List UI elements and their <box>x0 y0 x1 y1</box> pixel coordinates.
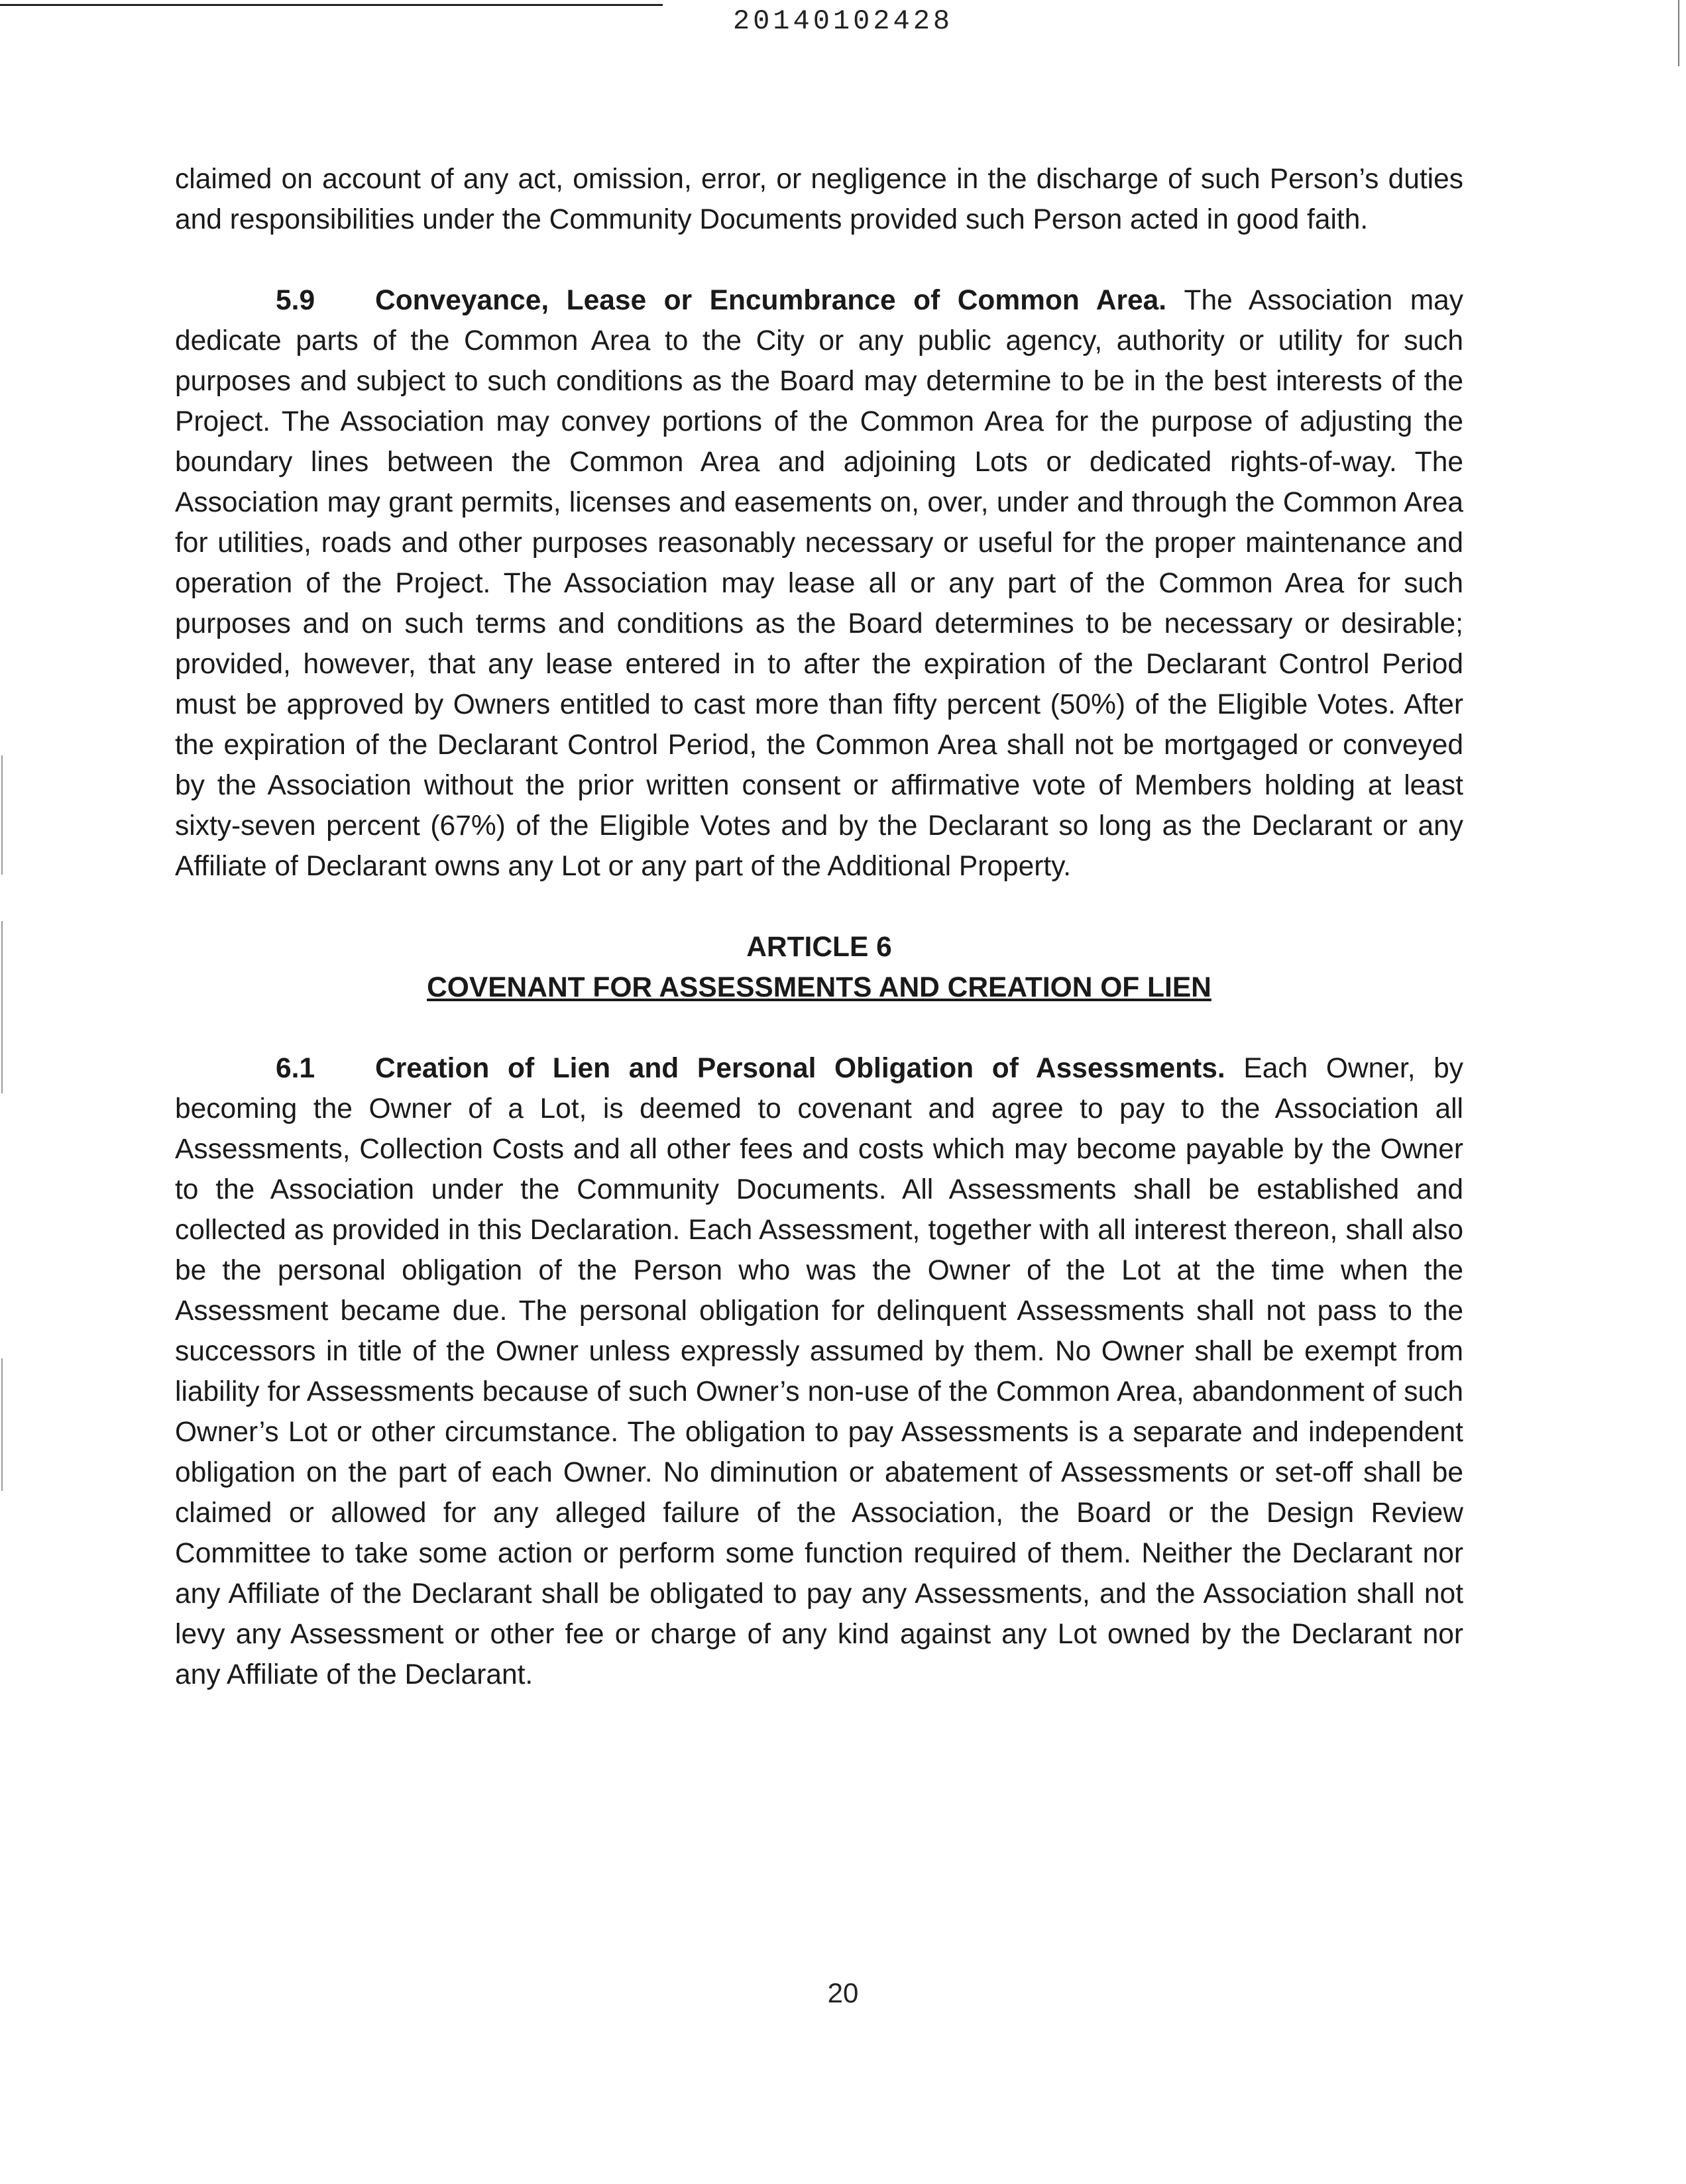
section-body: The Association may dedicate parts of the Common Area to the City or any public agency, authority or utility for such purposes and subject to such conditions as the Board may determine to be in the best interests of the Project. The Association may convey portions of the Common Area for the purpose of adjusting the boundary lines between the Common Area and adjoining Lots or dedicated rights-of-way. The Association may grant permits, licenses and easements on, over, under and through the Common Area for utilities, roads and other purposes reasonably necessary or useful for the proper maintenance and operation of the Project. The Association may lease all or any part of the Common Area for such purposes and on such terms and conditions as the Board determines to be necessary or desirable; provided, however, that any lease entered in to after the expiration of the Declarant Control Period must be approved by Owners entitled to cast more than fifty percent (50%) of the Eligible Votes. After the expiration of the Declarant Control Period, the Common Area shall not be mortgaged or conveyed by the Association without the prior written consent or affirmative vote of Members holding at least sixty-seven percent (67%) of the Eligible Votes and by the Declarant so long as the Declarant or any Affiliate of Declarant owns any Lot or any part of the Additional Property. <box>175 285 1463 882</box>
section-body: Each Owner, by becoming the Owner of a Lot, is deemed to covenant and agree to pay to the Association all Assessments, Collection Costs and all other fees and costs which may become payable by the Owner to the Association under the Community Documents. All Assessments shall be established and collected as provided in this Declaration. Each Assessment, together with all interest thereon, shall also be the personal obligation of the Person who was the Owner of the Lot at the time when the Assessment became due. The personal obligation for delinquent Assessments shall not pass to the successors in title of the Owner unless expressly assumed by them. No Owner shall be exempt from liability for Assessments because of such Owner’s non-use of the Common Area, abandonment of such Owner’s Lot or other circumstance. The obligation to pay Assessments is a separate and independent obligation on the part of each Owner. No diminution or abatement of Assessments or set-off shall be claimed or allowed for any alleged failure of the Association, the Board or the Design Review Committee to take some action or perform some function required of them. Neither the Declarant nor any Affiliate of the Declarant shall be obligated to pay any Assessments, and the Association shall not levy any Assessment or other fee or charge of any kind against any Lot owned by the Declarant nor any Affiliate of the Declarant. <box>175 1053 1463 1690</box>
page-body <box>175 159 1463 1695</box>
document-number: 20140102428 <box>732 5 954 37</box>
article-subheading: COVENANT FOR ASSESSMENTS AND CREATION OF LIEN <box>427 972 1211 1003</box>
scan-left-mark <box>1 755 3 875</box>
section-number: 6.1 <box>276 1053 315 1084</box>
section-title: Conveyance, Lease or Encumbrance of Common Area. <box>375 285 1167 316</box>
article-heading-block <box>175 927 1463 1008</box>
scan-left-mark <box>1 1358 3 1491</box>
scan-left-mark <box>1 921 3 1093</box>
section-title: Creation of Lien and Personal Obligation of Assessments. <box>375 1053 1225 1084</box>
section-5-9 <box>175 280 1463 887</box>
section-6-1 <box>175 1048 1463 1695</box>
paragraph-continued: claimed on account of any act, omission, error, or negligence in the discharge of such Person’s duties and responsibilities under the Community Documents provided such Person acted in good faith. <box>175 164 1463 235</box>
article-heading: ARTICLE 6 <box>746 932 892 963</box>
section-number: 5.9 <box>276 285 315 316</box>
page-number: 20 <box>827 1977 859 2008</box>
